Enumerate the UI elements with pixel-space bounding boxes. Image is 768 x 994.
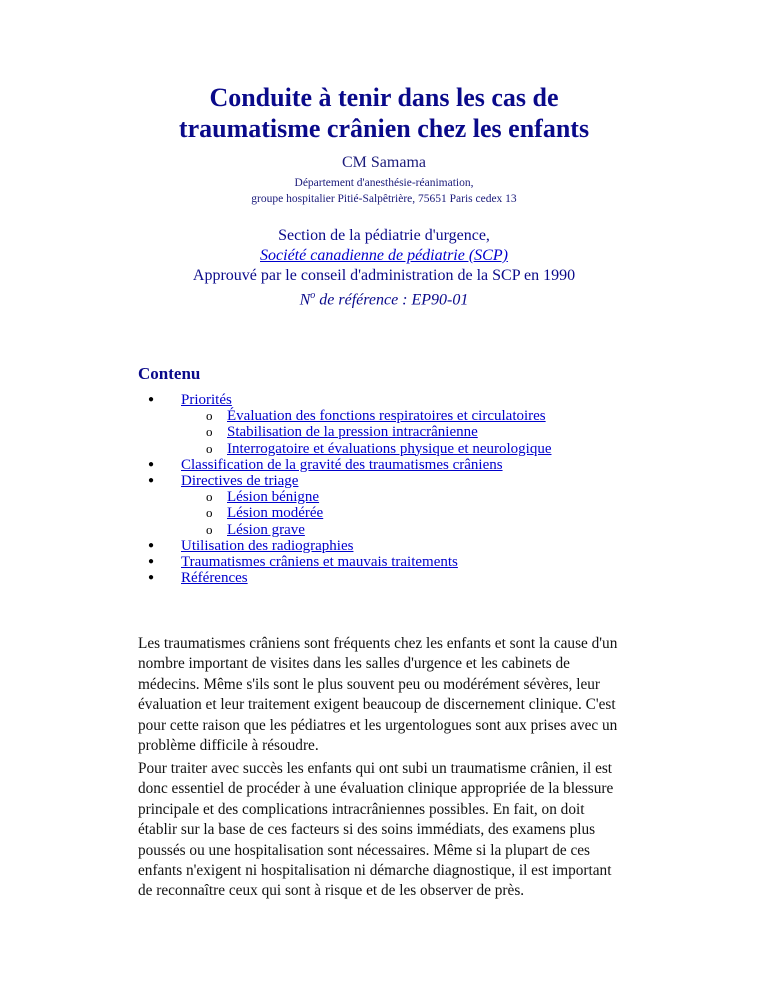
toc-link[interactable]: Classification de la gravité des traumatismes crâniens (181, 456, 503, 473)
toc-list-item (138, 392, 698, 408)
sub-bullet-icon: o (206, 440, 213, 456)
toc-link[interactable]: Lésion bénigne (227, 489, 320, 506)
society-line (0, 246, 768, 266)
toc-link[interactable]: Évaluation des fonctions respiratoires et circulatoires (227, 408, 546, 425)
author-name: CM Samama (342, 154, 426, 171)
toc-link[interactable]: Directives de triage (181, 472, 299, 489)
toc-list-item (138, 522, 698, 538)
section-name: Section de la pédiatrie d'urgence, (278, 227, 490, 244)
toc-list-item (138, 424, 698, 440)
contents-heading: Contenu (138, 364, 201, 383)
reference-number (0, 286, 768, 310)
table-of-contents (138, 392, 698, 586)
toc-list-item (138, 441, 698, 457)
reference-text: de référence : EP90-01 (315, 291, 469, 309)
toc-list-item (138, 538, 698, 554)
bullet-icon: ● (148, 539, 155, 551)
page-title-line-1: Conduite à tenir dans les cas de (209, 83, 559, 112)
sub-bullet-icon: o (206, 424, 213, 440)
bullet-icon: ● (148, 394, 155, 405)
bullet-icon: ● (148, 458, 155, 470)
reference-n: N (299, 291, 311, 309)
sub-bullet-icon: o (206, 489, 213, 505)
department-line-2: groupe hospitalier Pitié-Salpêtrière, 75651 Paris cedex 13 (251, 193, 517, 205)
body-paragraph-1: Les traumatismes crâniens sont fréquents chez les enfants et sont la cause d'un nombre important de visites dans les salles d'urgence et les cabinets de médecins. Même s'ils sont le plus souvent peu ou modérément sévères, leur évaluation et leur traitement exigent beaucoup de discernement clinique. C'est pour cette raison que les pédiatres et les urgentologues sont aux prises avec un problème difficile à résoudre. (138, 635, 618, 755)
toc-link[interactable]: Interrogatoire et évaluations physique et neurologique (227, 440, 552, 457)
bullet-icon: ● (148, 474, 155, 486)
toc-list-item (138, 570, 698, 586)
body-paragraph-2: Pour traiter avec succès les enfants qui ont subi un traumatisme crânien, il est donc essentiel de procéder à une évaluation clinique appropriée de la blessure principale et des complications intracrâniennes possibles. En fait, on doit établir sur la base de ces facteurs si des soins immédiats, des examens plus poussés ou une hospitalisation sont nécessaires. Même si la plupart de ces enfants n'exigent ni hospitalisation ni démarche diagnostique, il est important de reconnaître ceux qui sont à risque et de les observer de près. (138, 760, 614, 900)
sub-bullet-icon: o (206, 521, 213, 537)
toc-link[interactable]: Utilisation des radiographies (181, 537, 354, 554)
toc-link[interactable]: Priorités (181, 392, 232, 408)
society-link[interactable]: Société canadienne de pédiatrie (SCP) (260, 247, 508, 264)
toc-list-item (138, 473, 698, 489)
department-line-1: Département d'anesthésie-réanimation, (294, 177, 474, 189)
reference-o: o (310, 290, 316, 301)
approval-text: Approuvé par le conseil d'administration de la SCP en 1990 (192, 267, 576, 284)
toc-link[interactable]: Traumatismes crâniens et mauvais traitements (181, 553, 458, 570)
toc-link[interactable]: Stabilisation de la pression intracrânienne (227, 424, 478, 441)
toc-list-item (138, 505, 698, 521)
toc-list-item (138, 408, 698, 424)
sub-bullet-icon: o (206, 505, 213, 521)
toc-link[interactable]: Lésion modérée (227, 505, 324, 522)
page-title-line-2: traumatisme crânien chez les enfants (178, 114, 590, 143)
sub-bullet-icon: o (206, 408, 213, 424)
toc-list-item (138, 457, 698, 473)
toc-link[interactable]: Références (181, 570, 248, 587)
toc-link[interactable]: Lésion grave (227, 521, 305, 538)
bullet-icon: ● (148, 572, 155, 584)
toc-list-item (138, 554, 698, 570)
bullet-icon: ● (148, 555, 155, 567)
toc-list-item (138, 489, 698, 505)
